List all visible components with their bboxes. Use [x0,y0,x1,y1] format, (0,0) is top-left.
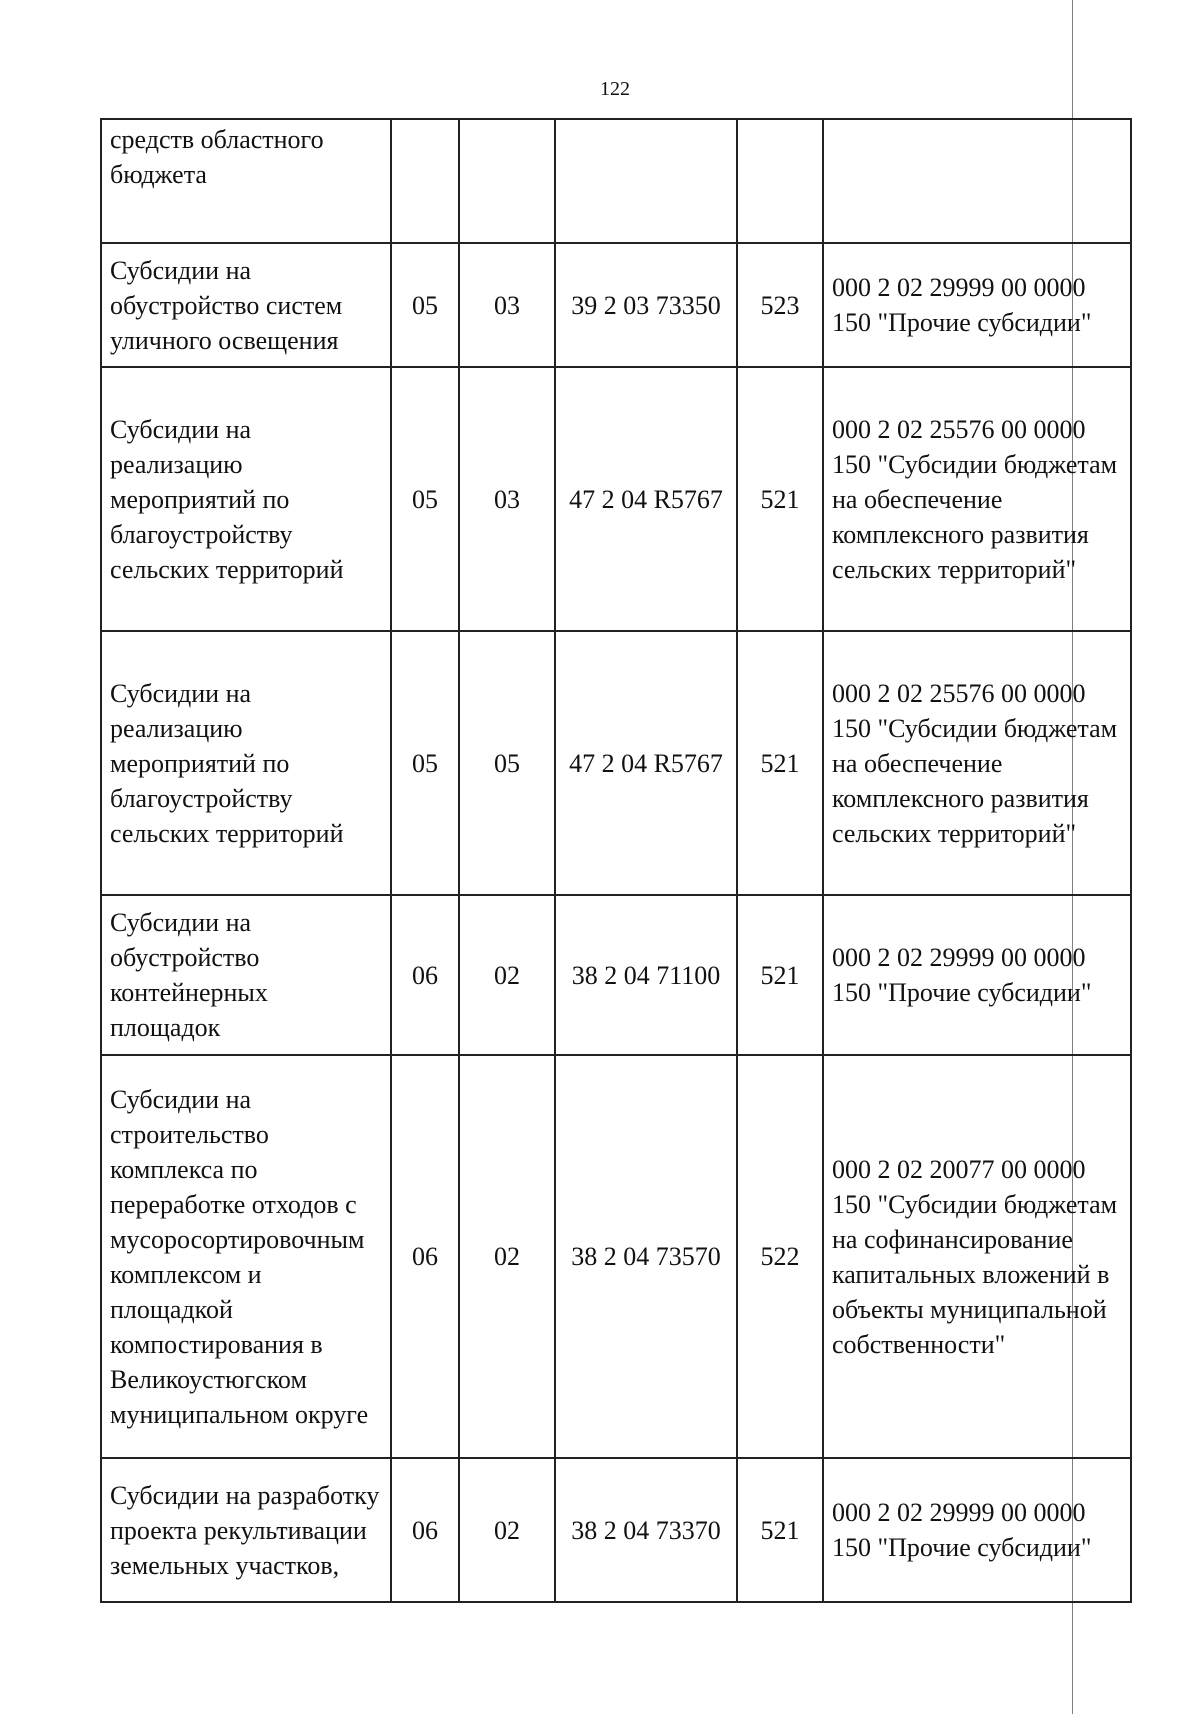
page-number: 122 [600,78,630,100]
row-revenue-code: 000 2 02 29999 00 0000 150 "Прочие субсидии" [823,1458,1131,1602]
table-row [101,243,1131,367]
row-target-code: 47 2 04 R5767 [555,367,737,631]
row-name: Субсидии на реализацию мероприятий по благоустройству сельских территорий [101,367,391,631]
table-row [101,1055,1131,1458]
row-name: средств областного бюджета [101,119,391,243]
row-target-code [555,119,737,243]
row-target-code: 47 2 04 R5767 [555,631,737,895]
row-name: Субсидии на обустройство систем уличного освещения [101,243,391,367]
table-row [101,631,1131,895]
row-section: 06 [391,895,459,1055]
row-name: Субсидии на разработку проекта рекультивации земельных участков, [101,1458,391,1602]
row-section [391,119,459,243]
row-subsection: 03 [459,367,555,631]
row-expense-type: 521 [737,1458,823,1602]
row-section: 05 [391,367,459,631]
row-subsection: 02 [459,1055,555,1458]
row-expense-type: 522 [737,1055,823,1458]
row-target-code: 39 2 03 73350 [555,243,737,367]
row-subsection: 02 [459,1458,555,1602]
row-name: Субсидии на строительство комплекса по переработке отходов с мусоросортировочным комплексом и площадкой компостирования в Великоустюгском муниципальном округе [101,1055,391,1458]
table-row [101,1458,1131,1602]
row-section: 06 [391,1458,459,1602]
table-row [101,367,1131,631]
row-target-code: 38 2 04 73370 [555,1458,737,1602]
row-revenue-code [823,119,1131,243]
table-row [101,119,1131,243]
row-section: 05 [391,631,459,895]
row-section: 05 [391,243,459,367]
table-row [101,895,1131,1055]
row-subsection: 03 [459,243,555,367]
row-expense-type: 521 [737,895,823,1055]
row-expense-type [737,119,823,243]
row-subsection [459,119,555,243]
budget-table [100,118,1132,1603]
row-target-code: 38 2 04 73570 [555,1055,737,1458]
row-name: Субсидии на обустройство контейнерных площадок [101,895,391,1055]
row-target-code: 38 2 04 71100 [555,895,737,1055]
row-subsection: 05 [459,631,555,895]
row-revenue-code: 000 2 02 20077 00 0000 150 "Субсидии бюджетам на софинансирование капитальных вложений в объекты муниципальной собственности" [823,1055,1131,1458]
row-subsection: 02 [459,895,555,1055]
row-revenue-code: 000 2 02 25576 00 0000 150 "Субсидии бюджетам на обеспечение комплексного развития сельских территорий" [823,631,1131,895]
row-revenue-code: 000 2 02 29999 00 0000 150 "Прочие субсидии" [823,895,1131,1055]
row-expense-type: 521 [737,367,823,631]
row-revenue-code: 000 2 02 29999 00 0000 150 "Прочие субсидии" [823,243,1131,367]
row-expense-type: 523 [737,243,823,367]
row-revenue-code: 000 2 02 25576 00 0000 150 "Субсидии бюджетам на обеспечение комплексного развития сельских территорий" [823,367,1131,631]
row-expense-type: 521 [737,631,823,895]
row-section: 06 [391,1055,459,1458]
row-name: Субсидии на реализацию мероприятий по благоустройству сельских территорий [101,631,391,895]
